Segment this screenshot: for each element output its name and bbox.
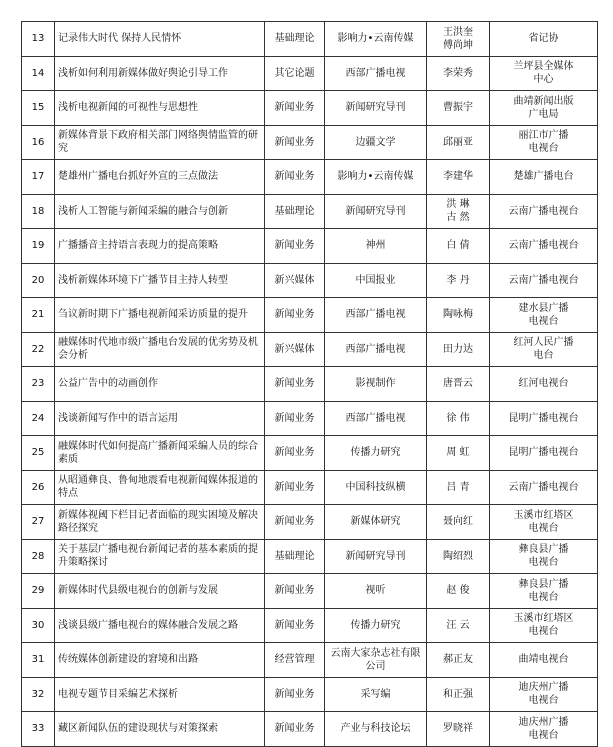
paper-title-cell: 传统媒体创新建设的窘境和出路 [55,643,265,678]
authors-cell: 唐晋云 [427,367,490,402]
category-cell: 新闻业务 [265,160,325,195]
row-number-cell: 26 [22,470,55,505]
publication-cell: 西部广播电视 [325,298,427,333]
publication-cell: 西部广播电视 [325,401,427,436]
publication-cell: 新闻研究导刊 [325,91,427,126]
paper-title-cell: 浅析如何利用新媒体做好舆论引导工作 [55,56,265,91]
paper-title-cell: 电视专题节目采编艺术探析 [55,677,265,712]
publication-cell: 视听 [325,574,427,609]
table-row [22,298,598,333]
paper-title-cell: 关于基层广播电视台新闻记者的基本素质的提升策略探讨 [55,539,265,574]
table-row [22,677,598,712]
authors-cell: 白 倩 [427,229,490,264]
authors-cell: 和正强 [427,677,490,712]
table-row [22,91,598,126]
publication-cell: 西部广播电视 [325,332,427,367]
row-number-cell: 33 [22,712,55,747]
publication-cell: 产业与科技论坛 [325,712,427,747]
table-row [22,505,598,540]
organization-cell: 云南广播电视台 [490,470,598,505]
organization-cell: 曲靖电视台 [490,643,598,678]
table-row [22,229,598,264]
organization-cell: 迪庆州广播 电视台 [490,677,598,712]
row-number-cell: 20 [22,263,55,298]
publication-cell: 新闻研究导刊 [325,539,427,574]
table-row [22,643,598,678]
organization-cell: 云南广播电视台 [490,194,598,229]
category-cell: 新闻业务 [265,401,325,436]
organization-cell: 红河人民广播 电台 [490,332,598,367]
row-number-cell: 30 [22,608,55,643]
paper-title-cell: 公益广告中的动画创作 [55,367,265,402]
paper-title-cell: 新媒体视阈下栏目记者面临的现实困境及解决路径探究 [55,505,265,540]
table-body [22,22,598,747]
organization-cell: 昆明广播电视台 [490,436,598,471]
category-cell: 新闻业务 [265,436,325,471]
publication-cell: 影响力•云南传媒 [325,22,427,57]
category-cell: 新闻业务 [265,91,325,126]
category-cell: 新闻业务 [265,608,325,643]
row-number-cell: 18 [22,194,55,229]
paper-title-cell: 浅谈新闻写作中的语言运用 [55,401,265,436]
organization-cell: 红河电视台 [490,367,598,402]
organization-cell: 省记协 [490,22,598,57]
publication-cell: 采写编 [325,677,427,712]
organization-cell: 彝良县广播 电视台 [490,539,598,574]
authors-cell: 郝正友 [427,643,490,678]
table-row [22,574,598,609]
organization-cell: 彝良县广播 电视台 [490,574,598,609]
organization-cell: 曲靖新闻出版 广电局 [490,91,598,126]
category-cell: 基础理论 [265,194,325,229]
row-number-cell: 24 [22,401,55,436]
table-row [22,160,598,195]
category-cell: 新闻业务 [265,574,325,609]
row-number-cell: 29 [22,574,55,609]
organization-cell: 玉溪市红塔区 电视台 [490,505,598,540]
authors-cell: 李建华 [427,160,490,195]
category-cell: 新闻业务 [265,712,325,747]
authors-cell: 聂向红 [427,505,490,540]
paper-title-cell: 藏区新闻队伍的建设现状与对策探索 [55,712,265,747]
publication-cell: 西部广播电视 [325,56,427,91]
organization-cell: 云南广播电视台 [490,263,598,298]
authors-cell: 汪 云 [427,608,490,643]
table-row [22,539,598,574]
table-row [22,332,598,367]
table-row [22,608,598,643]
paper-title-cell: 浅析新媒体环境下广播节目主持人转型 [55,263,265,298]
organization-cell: 迪庆州广播 电视台 [490,712,598,747]
row-number-cell: 19 [22,229,55,264]
publication-cell: 传播力研究 [325,608,427,643]
paper-title-cell: 新媒体背景下政府相关部门网络舆情监管的研究 [55,125,265,160]
publication-cell: 传播力研究 [325,436,427,471]
category-cell: 基础理论 [265,22,325,57]
category-cell: 新兴媒体 [265,332,325,367]
papers-table-wrapper [21,21,597,747]
table-row [22,367,598,402]
table-row [22,470,598,505]
category-cell: 新闻业务 [265,229,325,264]
paper-title-cell: 记录伟大时代 保持人民情怀 [55,22,265,57]
table-row [22,56,598,91]
authors-cell: 曹振宇 [427,91,490,126]
publication-cell: 中国科技纵横 [325,470,427,505]
table-row [22,194,598,229]
papers-table [21,21,598,747]
publication-cell: 影视制作 [325,367,427,402]
category-cell: 基础理论 [265,539,325,574]
row-number-cell: 15 [22,91,55,126]
organization-cell: 云南广播电视台 [490,229,598,264]
organization-cell: 玉溪市红塔区 电视台 [490,608,598,643]
category-cell: 新兴媒体 [265,263,325,298]
category-cell: 其它论题 [265,56,325,91]
category-cell: 新闻业务 [265,677,325,712]
row-number-cell: 17 [22,160,55,195]
authors-cell: 李荣秀 [427,56,490,91]
publication-cell: 影响力•云南传媒 [325,160,427,195]
table-row [22,401,598,436]
paper-title-cell: 浅析电视新闻的可视性与思想性 [55,91,265,126]
paper-title-cell: 浅析人工智能与新闻采编的融合与创新 [55,194,265,229]
authors-cell: 洪 琳 古 然 [427,194,490,229]
row-number-cell: 25 [22,436,55,471]
paper-title-cell: 广播播音主持语言表现力的提高策略 [55,229,265,264]
row-number-cell: 13 [22,22,55,57]
authors-cell: 陶咏梅 [427,298,490,333]
authors-cell: 赵 俊 [427,574,490,609]
category-cell: 新闻业务 [265,505,325,540]
paper-title-cell: 楚雄州广播电台抓好外宣的三点做法 [55,160,265,195]
authors-cell: 邱丽亚 [427,125,490,160]
paper-title-cell: 浅谈县级广播电视台的媒体融合发展之路 [55,608,265,643]
category-cell: 新闻业务 [265,367,325,402]
row-number-cell: 22 [22,332,55,367]
publication-cell: 新闻研究导刊 [325,194,427,229]
paper-title-cell: 融媒体时代如何提高广播新闻采编人员的综合素质 [55,436,265,471]
publication-cell: 新媒体研究 [325,505,427,540]
row-number-cell: 16 [22,125,55,160]
row-number-cell: 21 [22,298,55,333]
publication-cell: 中国报业 [325,263,427,298]
organization-cell: 建水县广播 电视台 [490,298,598,333]
category-cell: 新闻业务 [265,298,325,333]
row-number-cell: 14 [22,56,55,91]
category-cell: 经营管理 [265,643,325,678]
organization-cell: 兰坪县全媒体 中心 [490,56,598,91]
row-number-cell: 31 [22,643,55,678]
organization-cell: 丽江市广播 电视台 [490,125,598,160]
paper-title-cell: 融媒体时代地市级广播电台发展的优劣势及机会分析 [55,332,265,367]
authors-cell: 罗晓祥 [427,712,490,747]
paper-title-cell: 新媒体时代县级电视台的创新与发展 [55,574,265,609]
table-row [22,22,598,57]
row-number-cell: 23 [22,367,55,402]
paper-title-cell: 刍议新时期下广播电视新闻采访质量的提升 [55,298,265,333]
table-row [22,263,598,298]
table-row [22,125,598,160]
authors-cell: 田力达 [427,332,490,367]
publication-cell: 神州 [325,229,427,264]
publication-cell: 边疆文学 [325,125,427,160]
row-number-cell: 27 [22,505,55,540]
authors-cell: 徐 伟 [427,401,490,436]
paper-title-cell: 从昭通彝良、鲁甸地震看电视新闻媒体报道的特点 [55,470,265,505]
category-cell: 新闻业务 [265,125,325,160]
publication-cell: 云南大家杂志社有限公司 [325,643,427,678]
table-row [22,436,598,471]
authors-cell: 王洪奎 傅尚坤 [427,22,490,57]
authors-cell: 李 丹 [427,263,490,298]
authors-cell: 周 虹 [427,436,490,471]
authors-cell: 吕 青 [427,470,490,505]
row-number-cell: 32 [22,677,55,712]
category-cell: 新闻业务 [265,470,325,505]
organization-cell: 楚雄广播电台 [490,160,598,195]
organization-cell: 昆明广播电视台 [490,401,598,436]
row-number-cell: 28 [22,539,55,574]
authors-cell: 陶绍烈 [427,539,490,574]
